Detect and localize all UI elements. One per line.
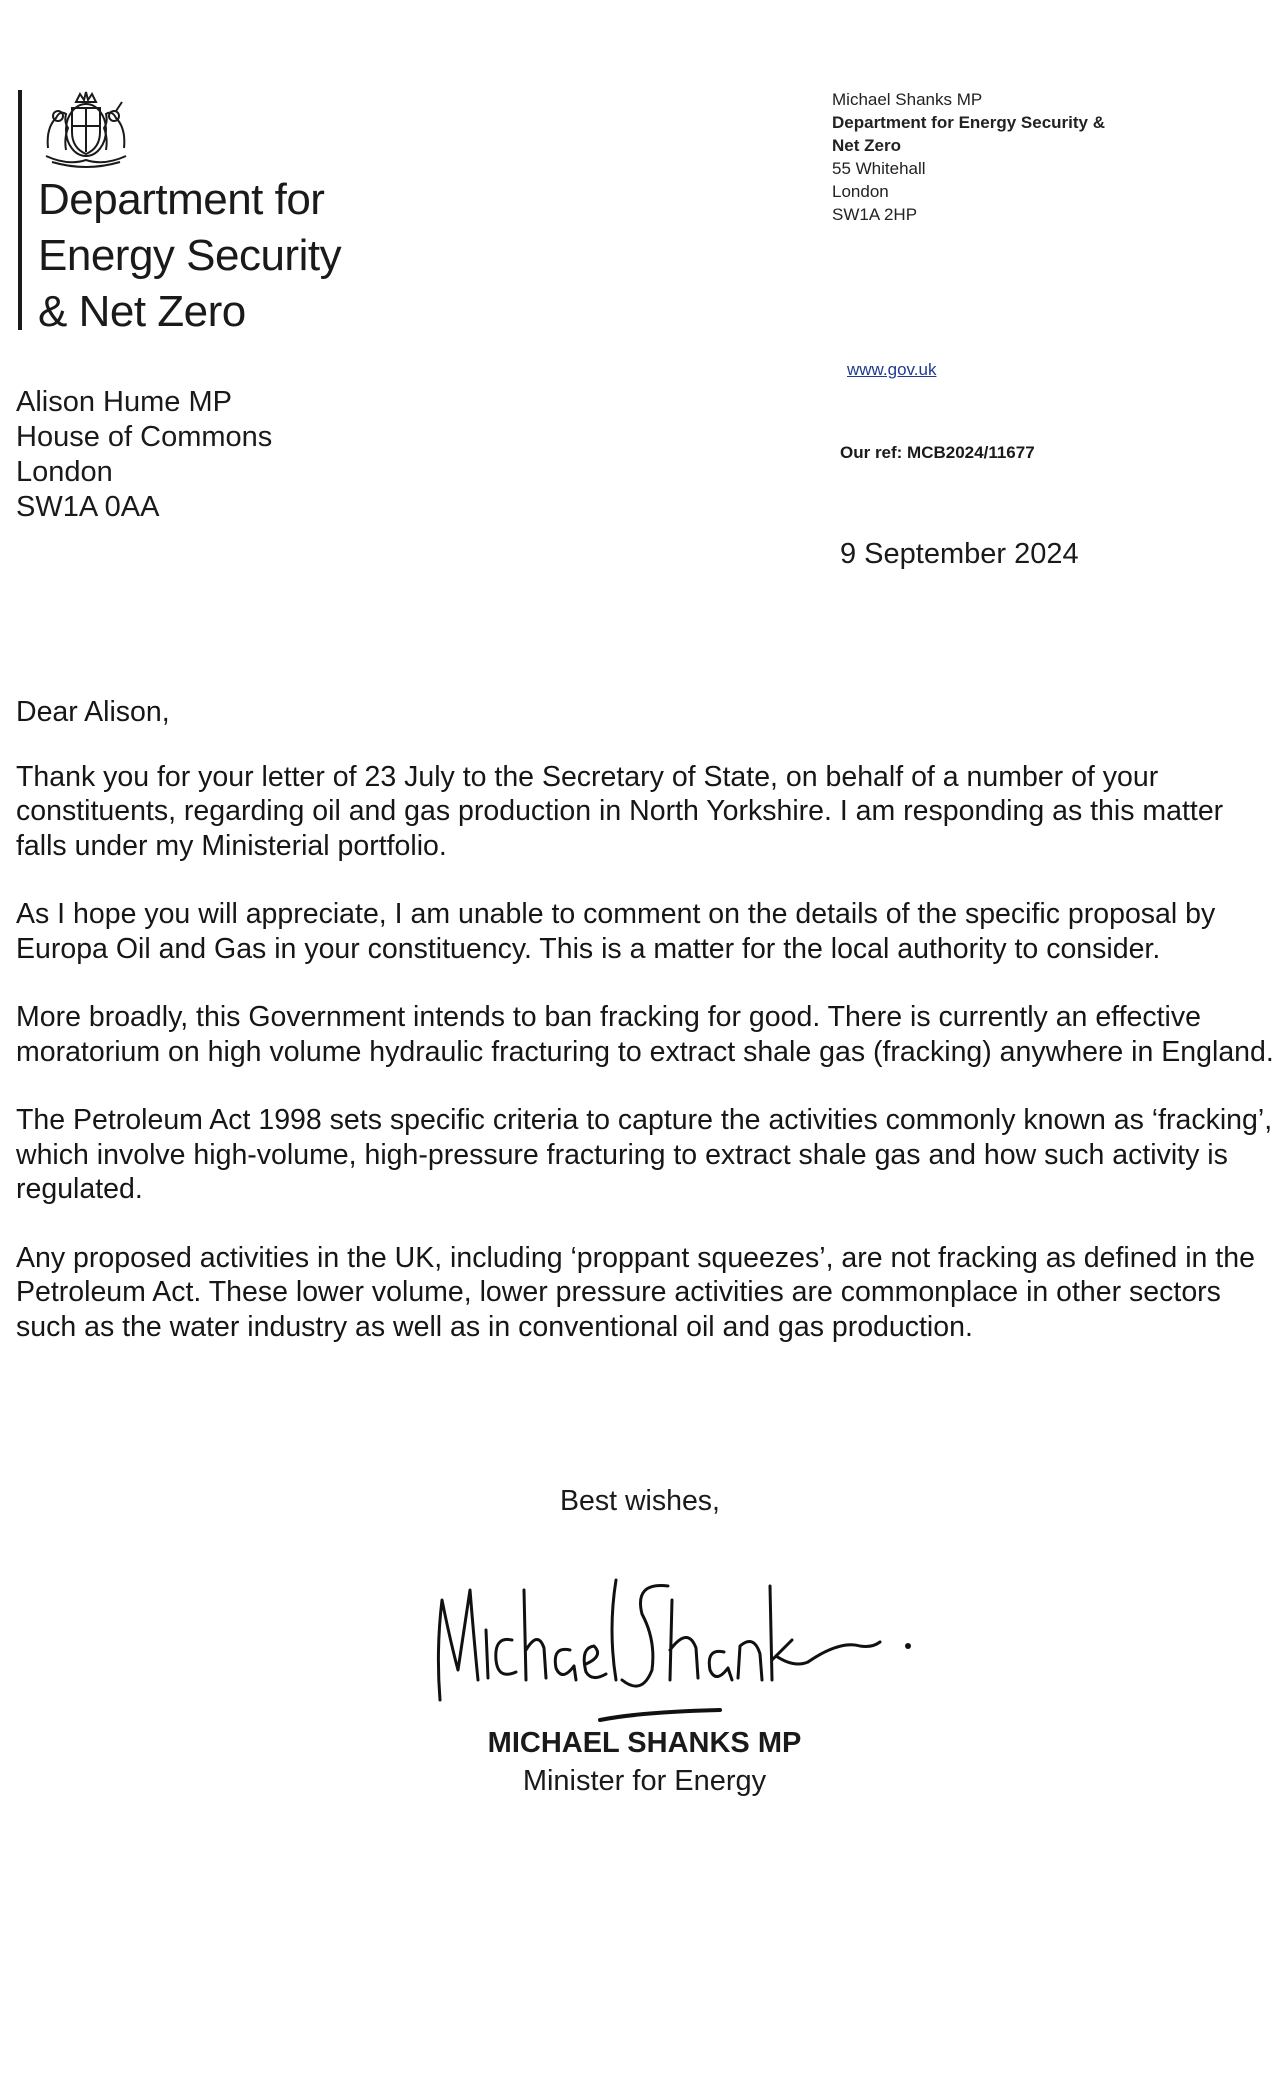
body-paragraph-4: The Petroleum Act 1998 sets specific criteria to capture the activities commonly known as ‘fracking’, which involve high-volume, high-pressure fracturing to extract shale gas and how such activity is regulated. bbox=[16, 1104, 1273, 1205]
letter-date: 9 September 2024 bbox=[840, 538, 1079, 570]
reference-number: Our ref: MCB2024/11677 bbox=[840, 443, 1035, 462]
recipient-house: House of Commons bbox=[16, 421, 273, 453]
signer-name bbox=[0, 1727, 1284, 1760]
signoff: Best wishes, bbox=[560, 1485, 720, 1517]
sender-department-line-2: Net Zero bbox=[832, 136, 901, 155]
signer-role bbox=[0, 1765, 1284, 1798]
body-paragraph-3: More broadly, this Government intends to ban fracking for good. There is currently an effective moratorium on high volume hydraulic fracturing to extract shale gas (fracking) anywhere in England. bbox=[16, 1001, 1274, 1068]
sender-department-line-1: Department for Energy Security & bbox=[832, 113, 1106, 132]
signer-name-text: MICHAEL SHANKS MP bbox=[487, 1727, 802, 1759]
body-paragraph-5: Any proposed activities in the UK, including ‘proppant squeezes’, are not fracking as defined in the Petroleum Act. These lower volume, lower pressure activities are commonplace in other sectors such as the water industry as well as in conventional oil and gas production. bbox=[16, 1241, 1255, 1343]
handwritten-signature bbox=[420, 1530, 920, 1730]
recipient-name: Alison Hume MP bbox=[16, 386, 232, 418]
sender-postcode: SW1A 2HP bbox=[832, 205, 918, 224]
logo-divider-bar bbox=[18, 90, 22, 330]
signer-role-text: Minister for Energy bbox=[522, 1765, 767, 1797]
recipient-postcode: SW1A 0AA bbox=[16, 491, 160, 523]
recipient-city: London bbox=[16, 456, 113, 488]
department-name-line-1: Department for bbox=[38, 175, 325, 224]
department-name-line-2: Energy Security bbox=[38, 231, 342, 280]
website-link[interactable]: www.gov.uk bbox=[847, 360, 937, 379]
sender-city: London bbox=[832, 182, 889, 201]
salutation: Dear Alison, bbox=[16, 696, 170, 728]
body-paragraph-1: Thank you for your letter of 23 July to the Secretary of State, on behalf of a number of your constituents, regarding oil and gas production in North Yorkshire. I am responding as this matter falls under my Ministerial portfolio. bbox=[16, 760, 1224, 862]
body-paragraph-2: As I hope you will appreciate, I am unable to comment on the details of the specific proposal by Europa Oil and Gas in your constituency. This is a matter for the local authority to consider. bbox=[16, 898, 1216, 965]
department-name bbox=[38, 172, 341, 340]
sender-street: 55 Whitehall bbox=[832, 159, 926, 178]
sender-address-block bbox=[832, 88, 1105, 226]
sender-name: Michael Shanks MP bbox=[832, 90, 983, 109]
letter-body bbox=[16, 695, 1278, 1378]
royal-coat-of-arms-icon bbox=[38, 88, 134, 170]
department-name-line-3: & Net Zero bbox=[38, 287, 246, 336]
recipient-address-block bbox=[16, 385, 272, 525]
